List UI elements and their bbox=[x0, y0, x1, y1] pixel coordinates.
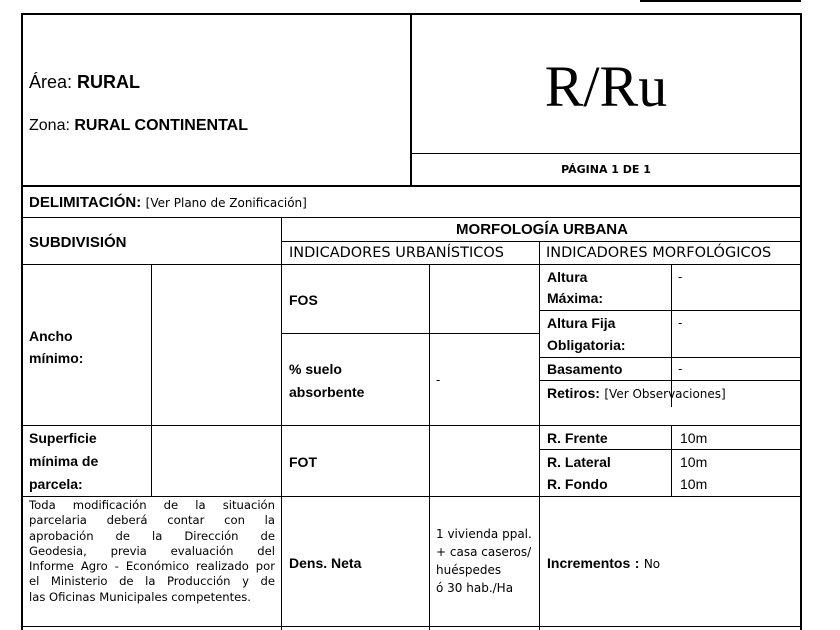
altura-fija-label-2: Obligatoria: bbox=[547, 337, 626, 353]
delimitacion-bottom bbox=[21, 217, 802, 218]
ancho-minimo-label-1: Ancho bbox=[29, 328, 73, 344]
incrementos-line bbox=[547, 556, 660, 572]
col-line-4 bbox=[539, 241, 540, 630]
altura-maxima-bottom bbox=[539, 310, 802, 311]
incrementos-value: No bbox=[643, 557, 661, 571]
nota-line-1: Toda modificación de la situación bbox=[29, 498, 275, 512]
retiros-line bbox=[547, 386, 726, 402]
col-line-2 bbox=[281, 217, 282, 630]
basamento-label: Basamento bbox=[547, 361, 623, 377]
col-line-3 bbox=[429, 264, 430, 630]
r-lateral-label: R. Lateral bbox=[547, 454, 611, 470]
altura-maxima-value: - bbox=[678, 270, 683, 284]
dens-neta-value-3: huéspedes bbox=[436, 563, 502, 577]
area-value: RURAL bbox=[77, 72, 141, 92]
subdivision-header: SUBDIVISIÓN bbox=[29, 234, 127, 251]
dens-neta-label: Dens. Neta bbox=[289, 555, 362, 571]
nota-line-7: las Oficinas Municipales competentes. bbox=[29, 589, 251, 604]
morfologia-header: MORFOLOGÍA URBANA bbox=[456, 221, 628, 238]
delimitacion-line bbox=[29, 195, 307, 211]
dens-neta-value-4: ó 30 hab./Ha bbox=[436, 581, 514, 595]
zona-value: RURAL CONTINENTAL bbox=[74, 117, 248, 134]
basamento-bottom bbox=[539, 380, 802, 381]
altura-maxima-label-1: Altura bbox=[547, 269, 588, 285]
dens-neta-value-1: 1 vivienda ppal. bbox=[436, 527, 532, 541]
superficie-label-3: parcela: bbox=[29, 476, 83, 492]
suelo-absorbente-value: - bbox=[436, 373, 441, 387]
basamento-value: - bbox=[678, 362, 683, 376]
area-line bbox=[29, 73, 140, 91]
dens-neta-value-2: + casa caseros/ bbox=[436, 545, 532, 559]
header-bottom bbox=[21, 185, 802, 187]
nota-row-bottom bbox=[21, 626, 802, 627]
superficie-label-1: Superficie bbox=[29, 430, 97, 446]
delimitacion-label: DELIMITACIÓN: bbox=[29, 194, 142, 211]
indicadores-urbanisticos-header: INDICADORES URBANÍSTICOS bbox=[289, 245, 504, 261]
r-lateral-value: 10m bbox=[680, 454, 708, 470]
nota-line-2: parcelaria deberá contar con la bbox=[29, 513, 275, 528]
r-frente-label: R. Frente bbox=[547, 430, 608, 446]
altura-fija-bottom bbox=[539, 357, 802, 358]
page-box-top bbox=[410, 153, 802, 154]
altura-fija-value: - bbox=[678, 316, 683, 330]
zona-label: Zona: bbox=[29, 117, 70, 134]
retiros-label: Retiros: bbox=[547, 385, 600, 401]
retiros-value: [Ver Observaciones] bbox=[604, 387, 726, 401]
suelo-absorbente-label-1: % suelo bbox=[289, 361, 342, 377]
fot-label: FOT bbox=[289, 454, 317, 470]
altura-maxima-label-2: Máxima: bbox=[547, 290, 604, 306]
col-line-5b bbox=[671, 425, 672, 496]
indicadores-row-bottom bbox=[21, 264, 802, 265]
fos-label: FOS bbox=[289, 292, 318, 308]
incrementos-label: Incrementos bbox=[547, 555, 631, 571]
zona-line bbox=[29, 118, 248, 134]
area-label: Área: bbox=[29, 72, 73, 92]
ancho-minimo-label-2: mínimo: bbox=[29, 350, 84, 366]
nota-line-3: aprobación de la Dirección de bbox=[29, 528, 275, 543]
superficie-row-bottom bbox=[21, 496, 802, 497]
nota-parcelaria bbox=[29, 498, 275, 605]
altura-fija-label-1: Altura Fija bbox=[547, 315, 616, 331]
zone-code: R/Ru bbox=[544, 54, 668, 119]
top-right-tab-line bbox=[640, 0, 801, 2]
page-number: PÁGINA 1 DE 1 bbox=[561, 163, 651, 176]
delimitacion-value: [Ver Plano de Zonificación] bbox=[145, 196, 307, 210]
r-fondo-value: 10m bbox=[680, 476, 708, 492]
nota-line-5: Informe Agro - Económico realizado por bbox=[29, 559, 275, 574]
outer-border-left bbox=[21, 13, 23, 630]
indicadores-morfologicos-header: INDICADORES MORFOLÓGICOS bbox=[546, 245, 772, 261]
r-frente-bottom bbox=[539, 449, 802, 450]
nota-line-6: el Ministerio de la Producción y de bbox=[29, 574, 275, 589]
fos-bottom bbox=[282, 333, 540, 334]
retiros-section-bottom bbox=[21, 425, 802, 426]
col-line-1 bbox=[151, 264, 152, 496]
r-fondo-label: R. Fondo bbox=[547, 476, 608, 492]
nota-line-4: Geodesia, previa evaluación del bbox=[29, 543, 275, 558]
superficie-label-2: mínima de bbox=[29, 453, 99, 469]
suelo-absorbente-label-2: absorbente bbox=[289, 384, 365, 400]
morfologia-row-bottom bbox=[282, 241, 802, 242]
r-frente-value: 10m bbox=[680, 430, 708, 446]
incrementos-separator: : bbox=[634, 555, 640, 571]
